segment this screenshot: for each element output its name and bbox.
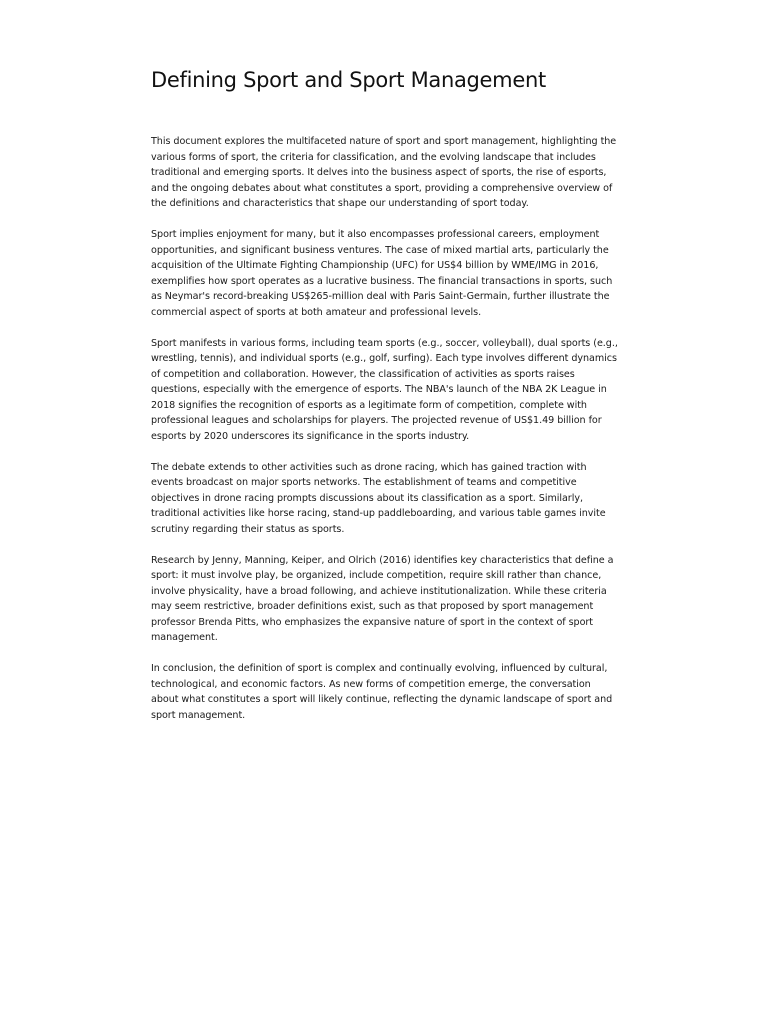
document-title: Defining Sport and Sport Management [151, 68, 546, 92]
paragraph-drone-racing-debate: The debate extends to other activities such as drone racing, which has gained traction with events broadcast on major sports networks. The establishment of teams and competitive objectives in drone racing prompts discussions about its classification as a sport. Similarly, traditional activities like horse racing, stand-up paddleboarding, and various table games invite scrutiny regarding their status as sports. [151, 461, 606, 535]
document-body [151, 64, 621, 739]
paragraph-forms-of-sport: Sport manifests in various forms, including team sports (e.g., soccer, volleyball), dual sports (e.g., wrestling, tennis), and individual sports (e.g., golf, surfing). Each type involves different dynamics of competition and collaboration. However, the classification of activities as sports raises questions, especially with the emergence of esports. The NBA's launch of the NBA 2K League in 2018 signifies the recognition of esports as a legitimate form of competition, complete with professional leagues and scholarships for players. The projected revenue of US$1.49 billion for esports by 2020 underscores its significance in the sports industry. [151, 337, 618, 442]
paragraph-business-of-sport: Sport implies enjoyment for many, but it also encompasses professional careers, employment opportunities, and significant business ventures. The case of mixed martial arts, particularly the acquisition of the Ultimate Fighting Championship (UFC) for US$4 billion by WME/IMG in 2016, exemplifies how sport operates as a lucrative business. The financial transactions in sports, such as Neymar's record-breaking US$265-million deal with Paris Saint-Germain, further illustrate the commercial aspect of sports at both amateur and professional levels. [151, 229, 613, 318]
paragraph-introduction: This document explores the multifaceted nature of sport and sport management, highlighting the various forms of sport, the criteria for classification, and the evolving landscape that includes traditional and emerging sports. It delves into the business aspect of sports, the rise of esports, and the ongoing debates about what constitutes a sport, providing a comprehensive overview of the definitions and characteristics that shape our understanding of sport today. [151, 136, 617, 209]
paragraph-sport-characteristics: Research by Jenny, Manning, Keiper, and Olrich (2016) identifies key characteristics that define a sport: it must involve play, be organized, include competition, require skill rather than chance, involve physicality, have a broad following, and achieve institutionalization. While these criteria may seem restrictive, broader definitions exist, such as that proposed by sport management professor Brenda Pitts, who emphasizes the expansive nature of sport in the context of sport management. [151, 554, 614, 643]
paragraph-conclusion: In conclusion, the definition of sport is complex and continually evolving, influenced by cultural, technological, and economic factors. As new forms of competition emerge, the conversation about what constitutes a sport will likely continue, reflecting the dynamic landscape of sport and sport management. [151, 663, 613, 721]
